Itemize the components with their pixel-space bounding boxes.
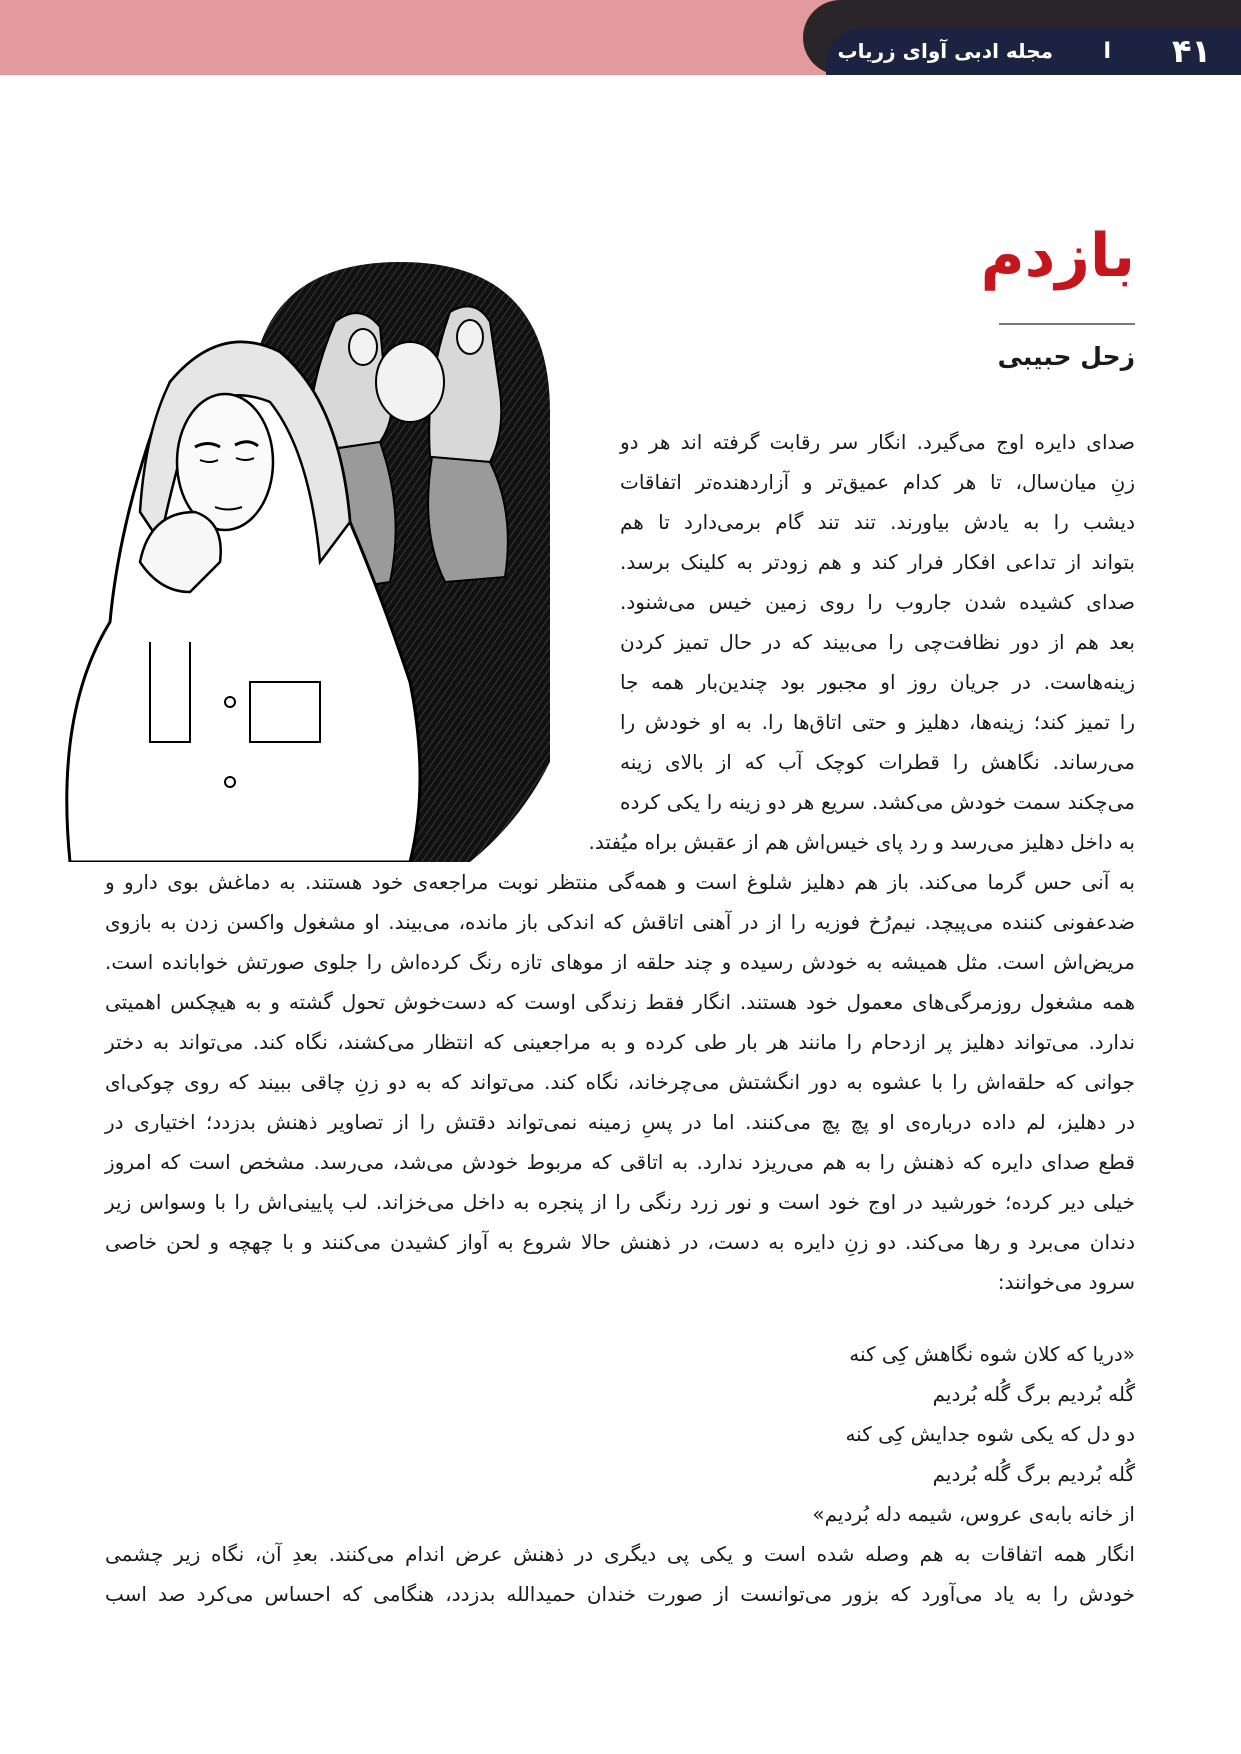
verse-line: گُله بُردیم برگ گُله بُردیم xyxy=(932,1382,1135,1406)
text-line: زینه‌هاست. در جریان روز او مجبور بود چندین‌بار همه جا xyxy=(620,670,1135,694)
text-line: به داخل دهلیز می‌رسد و رد پای خیس‌اش هم از عقبش براه میُفتد. xyxy=(588,830,1135,854)
author-name: زحل حبیبی xyxy=(997,342,1135,371)
verse-line: «دریا که کلان شوه نگاهش کِی کنه xyxy=(849,1342,1135,1366)
text-line: می‌چکند سمت خودش می‌کشد. سریع هر دو زینه را یکی کرده xyxy=(620,790,1135,814)
magazine-title: مجله ادبی آوای زریاب xyxy=(837,39,1053,63)
text-line: همه مشغول روزمرگی‌های معمول خود هستند. انگار فقط زندگی اوست که دست‌خوش تحول گشته و به هیچکس اهمیتی xyxy=(105,990,1135,1014)
text-line: در دهلیز، لم داده درباره‌ی او پچ پچ می‌کنند. اما در پسِ زمینه نمی‌تواند دقتش را از تصاویر ذهنش بدزدد؛ اختیاری در xyxy=(105,1110,1135,1134)
verse-line: از خانه بابه‌ی عروس، شیمه دله بُردیم» xyxy=(812,1502,1135,1526)
text-line: دیشب را به یادش بیاورند. تند تند گام برمی‌دارد تا هم xyxy=(620,510,1135,534)
text-line: زنِ میان‌سال، تا هر کدام عمیق‌تر و آزاردهنده‌تر اتفاقات xyxy=(620,470,1135,494)
verse-line: دو دل که یکی شوه جدایش کِی کنه xyxy=(845,1422,1135,1446)
text-line: خیلی دیر کرده؛ خورشید در اوج خود است و نور زرد رنگی را از پنجره به داخل می‌خزاند. لب پایینی‌اش را با وسواس زیر xyxy=(105,1190,1135,1214)
text-line: صدای دایره اوج می‌گیرد. انگار سر رقابت گرفته اند هر دو xyxy=(620,430,1135,454)
text-line: جوانی که حلقه‌اش را با عشوه به دور انگشتش می‌چرخاند، نگاه کند. می‌تواند که به دو زنِ چاقی ببیند که روی چوکی‌ای xyxy=(105,1070,1135,1094)
text-line: مریض‌اش است. مثل همیشه به خودش رسیده و چند حلقه از موهای تازه رنگ کرده‌اش را جلوی صورتش خوابانده است. xyxy=(105,950,1135,974)
article-paragraph-wrapped xyxy=(588,422,1135,862)
text-line: می‌رساند. نگاهش را قطرات کوچک آب که از بالای زینه xyxy=(620,750,1135,774)
text-line: را تمیز کند؛ زینه‌ها، دهلیز و حتی اتاق‌ها را. به او خودش را xyxy=(620,710,1135,734)
header-separator: ا xyxy=(1103,39,1111,64)
article-paragraph-tail xyxy=(105,1534,1135,1614)
article-paragraph-main xyxy=(105,862,1135,1302)
story-illustration xyxy=(50,262,610,862)
text-line: خودش را به یاد می‌آورد که بزور می‌توانست از صورت خندان حمیدالله بدزدد، هنگامی که احساس می‌کرد صد اسب xyxy=(105,1582,1135,1606)
text-line: صدای کشیده شدن جاروب را روی زمین خیس می‌شنود. xyxy=(620,590,1135,614)
text-line: سرود می‌خوانند: xyxy=(997,1270,1135,1294)
title-divider xyxy=(999,323,1135,325)
text-line: قطع صدای دایره که ذهنش را به هم می‌ریزد ندارد. به اتاقی که مربوط خودش می‌شد، می‌رسد. مشخص است که امروز xyxy=(105,1150,1135,1174)
text-line: بعد هم از دور نظافت‌چی را می‌بیند که در حال تمیز کردن xyxy=(620,630,1135,654)
article-title: بازدم xyxy=(980,221,1135,291)
text-line: بتواند از تداعی افکار فرار کند و هم زودتر به کلینک برسد. xyxy=(620,550,1135,574)
page-number: ۴۱ xyxy=(1171,32,1211,70)
text-line: ندارد. می‌تواند دهلیز پر ازدحام را مانند هر بار طی کرده و به مراجعینی که انتظار می‌کشند، نگاه کند. می‌تواند به دختر xyxy=(105,1030,1135,1054)
text-line: ضدعفونی کننده می‌پیچد. نیم‌رُخ فوزیه را از در آهنی اتاقش که اندکی باز مانده، می‌بیند. او مشغول واکسن زدن به بازوی xyxy=(105,910,1135,934)
text-line: دندان می‌برد و رها می‌کند. دو زنِ دایره به دست، در ذهنش حالا شروع به آواز کشیدن می‌کنند و با چهچه و لحن خاصی xyxy=(105,1230,1135,1254)
song-verse xyxy=(535,1334,1135,1534)
text-line: انگار همه اتفاقات به هم وصله شده است و یکی پی دیگری در ذهنش عرض اندام می‌کنند. بعدِ آن، نگاه زیر چشمی xyxy=(105,1542,1135,1566)
verse-line: گُله بُردیم برگ گُله بُردیم xyxy=(932,1462,1135,1486)
text-line: به آنی حس گرما می‌کند. باز هم دهلیز شلوغ است و همه‌گی منتظر نوبت مراجعه‌ی خود هستند. به دماغش بوی دارو و xyxy=(105,870,1135,894)
